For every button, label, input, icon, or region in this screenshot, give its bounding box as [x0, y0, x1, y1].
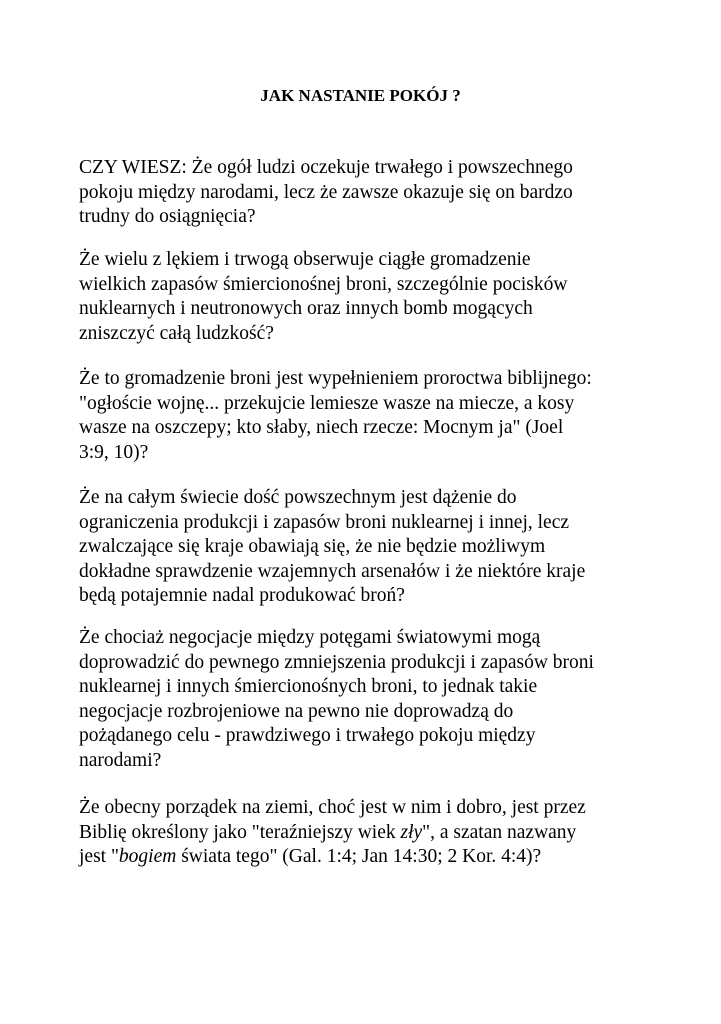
paragraph-line: nuklearnych i neutronowych oraz innych bomb mogących	[79, 298, 533, 319]
paragraph-line	[79, 845, 649, 870]
paragraph-line: narodami?	[79, 749, 162, 771]
paragraph-line: CZY WIESZ: Że ogół ludzi oczekuje trwałego i powszechnego	[79, 157, 573, 178]
line-text: świata tego" (Gal. 1:4; Jan 14:30; 2 Kor. 4:4)?	[176, 846, 542, 867]
paragraph-line: będą potajemnie nadal produkować broń?	[79, 585, 405, 606]
paragraph-5	[79, 626, 649, 773]
paragraph-line: dokładne sprawdzenie wzajemnych arsenałów i że niektóre kraje	[79, 560, 586, 582]
paragraph-line: nuklearnej i innych śmiercionośnych broni, to jednak takie	[79, 676, 538, 697]
paragraph-line: Że to gromadzenie broni jest wypełnieniem proroctwa biblijnego:	[79, 368, 592, 389]
paragraph-line: doprowadzić do pewnego zmniejszenia produkcji i zapasów broni	[79, 651, 594, 673]
italic-word: bogiem	[118, 846, 177, 867]
paragraph-3	[79, 367, 649, 465]
paragraph-2	[79, 248, 649, 346]
paragraph-line: 3:9, 10)?	[79, 441, 149, 463]
paragraph-4	[79, 486, 649, 609]
paragraph-line: trudny do osiągnięcia?	[79, 206, 256, 227]
line-text: jest "	[79, 846, 119, 867]
paragraph-line: Że wielu z lękiem i trwogą obserwuje ciągłe gromadzenie	[79, 249, 531, 270]
paragraph-line: "ogłoście wojnę... przekujcie lemiesze wasze na miecze, a kosy	[79, 392, 575, 414]
italic-word: zły	[400, 821, 423, 843]
paragraph-line: pożądanego celu - prawdziwego i trwałego pokoju między	[79, 725, 536, 746]
line-text: ", a szatan nazwany	[422, 821, 577, 843]
paragraph-line: negocjacje rozbrojeniowe na pewno nie doprowadzą do	[79, 700, 514, 722]
paragraph-line: Że obecny porządek na ziemi, choć jest w nim i dobro, jest przez	[79, 797, 586, 818]
paragraph-line: ograniczenia produkcji i zapasów broni nuklearnej i innej, lecz	[79, 511, 570, 533]
paragraph-line: wasze na oszczepy; kto słaby, niech rzecze: Mocnym ja" (Joel	[79, 417, 564, 438]
paragraph-line: Że chociaż negocjacje między potęgami światowymi mogą	[79, 627, 541, 648]
line-text: Biblię określony jako "teraźniejszy wiek	[79, 821, 401, 843]
document-title: JAK NASTANIE POKÓJ ?	[260, 86, 461, 105]
paragraph-line: zniszczyć całą ludzkość?	[79, 322, 274, 344]
paragraph-line: wielkich zapasów śmiercionośnej broni, szczególnie pocisków	[79, 273, 568, 295]
paragraph-6	[79, 796, 649, 870]
paragraph-line	[79, 821, 649, 846]
paragraph-line: zwalczające się kraje obawiają się, że nie będzie możliwym	[79, 536, 546, 557]
paragraph-line: pokoju między narodami, lecz że zawsze okazuje się on bardzo	[79, 181, 573, 203]
paragraph-1	[79, 156, 649, 230]
paragraph-line: Że na całym świecie dość powszechnym jest dążenie do	[79, 487, 517, 508]
